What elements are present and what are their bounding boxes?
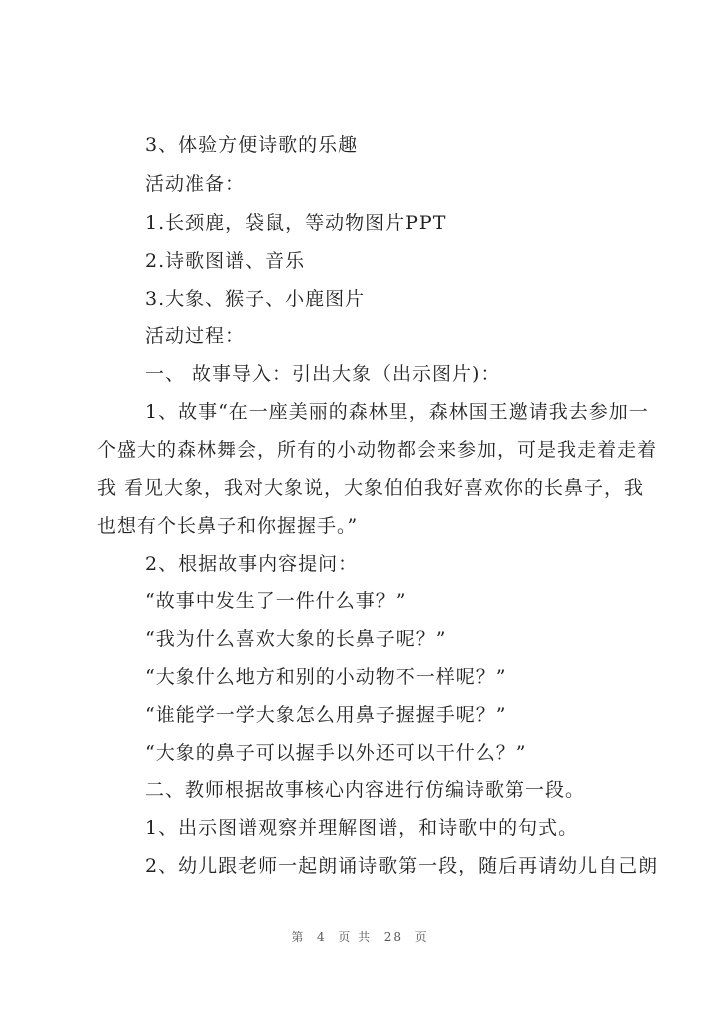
text-line: “我为什么喜欢大象的长鼻子呢？”	[145, 628, 447, 650]
text-line: 1、出示图谱观察并理解图谱，和诗歌中的句式。	[145, 817, 579, 839]
text-line: “大象什么地方和别的小动物不一样呢？”	[145, 666, 507, 688]
text-line: 也想有个长鼻子和你握握手。”	[97, 515, 359, 537]
text-line: 二、教师根据故事核心内容进行仿编诗歌第一段。	[145, 779, 586, 801]
text-line: 2.诗歌图谱、音乐	[145, 250, 306, 272]
text-line: 个盛大的森林舞会，所有的小动物都会来参加，可是我走着走着	[97, 439, 658, 461]
text-line: 一、 故事导入：引出大象（出示图片)：	[145, 363, 501, 385]
text-line: 活动过程：	[145, 325, 246, 347]
text-line: 1.长颈鹿，袋鼠，等动物图片PPT	[145, 212, 447, 234]
text-line: 2、幼儿跟老师一起朗诵诗歌第一段，随后再请幼儿自己朗	[145, 855, 659, 877]
text-line: 1、故事“在一座美丽的森林里，森林国王邀请我去参加一	[145, 401, 649, 423]
text-line: “谁能学一学大象怎么用鼻子握握手呢？”	[145, 704, 507, 726]
text-line: 3、体验方便诗歌的乐趣	[145, 134, 359, 156]
text-line: “故事中发生了一件什么事？”	[145, 590, 407, 612]
text-line: “大象的鼻子可以握手以外还可以干什么？”	[145, 742, 527, 764]
text-line: 3.大象、猴子、小鹿图片	[145, 288, 366, 310]
text-line: 活动准备：	[145, 173, 246, 195]
text-line: 我 看见大象，我对大象说，大象伯伯我好喜欢你的长鼻子，我	[97, 477, 645, 499]
page-number-footer: 第 4 页 共 28 页	[291, 930, 429, 944]
text-line: 2、根据故事内容提问：	[145, 553, 359, 575]
